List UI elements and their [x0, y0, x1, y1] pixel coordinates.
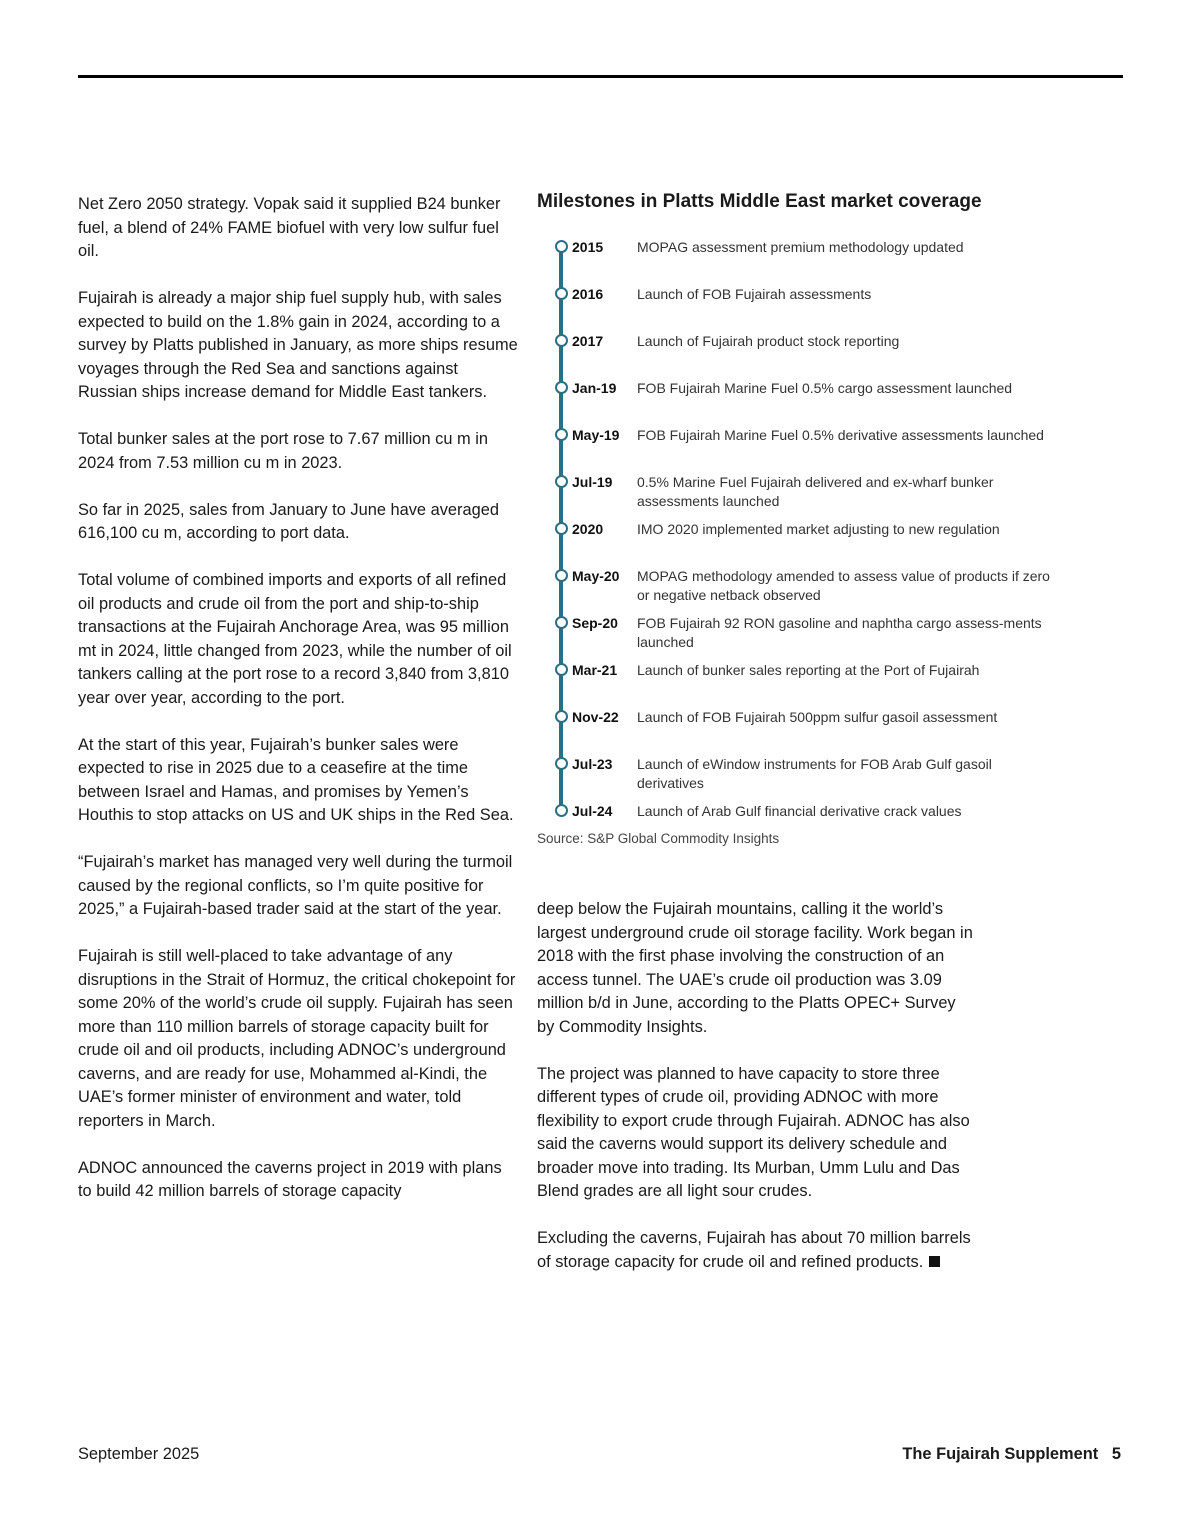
- timeline-title: Milestones in Platts Middle East market coverage: [537, 191, 982, 212]
- end-of-article-mark: [929, 1256, 940, 1267]
- right-column: [537, 898, 977, 1298]
- paragraph-text: Excluding the caverns, Fujairah has about 70 million barrels of storage capacity for crude oil and refined products.: [537, 1229, 971, 1271]
- timeline-date: 2016: [572, 286, 604, 302]
- paragraph: At the start of this year, Fujairah’s bunker sales were expected to rise in 2025 due to a ceasefire at the time between Israel and Hamas, and promises by Yemen’s Houthis to stop attacks on US and UK ships in the Red Sea.: [78, 735, 514, 824]
- footer-publication: [902, 1445, 1121, 1464]
- top-rule: [78, 75, 1123, 78]
- timeline-source: Source: S&P Global Commodity Insights: [537, 831, 780, 846]
- timeline-date: Jul-23: [572, 756, 613, 772]
- timeline-dot: [555, 334, 568, 347]
- timeline-date: Mar-21: [572, 662, 618, 678]
- paragraph: “Fujairah’s market has managed very well during the turmoil caused by the regional conflicts, so I’m quite positive for 2025,” a Fujairah-based trader said at the start of the year.: [78, 853, 513, 918]
- timeline-date: Sep-20: [572, 615, 618, 631]
- publication-name: The Fujairah Supplement: [902, 1445, 1099, 1463]
- timeline-description: FOB Fujairah Marine Fuel 0.5% derivative assessments launched: [637, 427, 1044, 443]
- paragraph: Net Zero 2050 strategy. Vopak said it supplied B24 bunker fuel, a blend of 24% FAME biofuel with very low sulfur fuel oil.: [78, 195, 501, 260]
- paragraph: Total volume of combined imports and exports of all refined oil products and crude oil from the port and ship-to-ship transactions at the Fujairah Anchorage Area, was 95 million mt in 2024, little changed from 2023, while the number of oil tankers calling at the port rose to a record 3,840 from 3,810 year over year, according to the port.: [78, 571, 512, 707]
- timeline-date: Jul-24: [572, 803, 613, 819]
- left-column: [78, 193, 518, 1227]
- timeline-description: Launch of bunker sales reporting at the Port of Fujairah: [637, 662, 980, 678]
- timeline-date: Jan-19: [572, 380, 617, 396]
- timeline-description: Launch of FOB Fujairah assessments: [637, 286, 872, 302]
- footer-date: September 2025: [78, 1445, 200, 1463]
- timeline-date: Nov-22: [572, 709, 619, 725]
- timeline-description: Launch of Arab Gulf financial derivative crack values: [637, 803, 962, 819]
- timeline-description: Launch of FOB Fujairah 500ppm sulfur gasoil assessment: [637, 709, 998, 725]
- timeline-dot: [555, 428, 568, 441]
- timeline-dot: [555, 710, 568, 723]
- timeline-dot: [555, 616, 568, 629]
- timeline-date: May-19: [572, 427, 620, 443]
- paragraph: deep below the Fujairah mountains, calling it the world’s largest underground crude oil storage facility. Work began in 2018 with the first phase involving the construction of an access tunnel. The UAE’s crude oil production was 3.09 million b/d in June, according to the Platts OPEC+ Survey by Commodity Insights.: [537, 900, 973, 1036]
- paragraph: Fujairah is already a major ship fuel supply hub, with sales expected to build on the 1.8% gain in 2024, according to a survey by Platts published in January, as more ships resume voyages through the Red Sea and sanctions against Russian ships increase demand for Middle East tankers.: [78, 289, 518, 401]
- paragraph: Fujairah is still well-placed to take advantage of any disruptions in the Strait of Hormuz, the critical chokepoint for some 20% of the world’s crude oil supply. Fujairah has seen more than 110 million barrels of storage capacity built for crude oil and oil products, including ADNOC’s underground caverns, and are ready for use, Mohammed al-Kindi, the UAE’s former minister of environment and water, told reporters in March.: [78, 947, 516, 1130]
- timeline-dot: [555, 569, 568, 582]
- paragraph: [537, 1227, 977, 1274]
- timeline-date: Jul-19: [572, 474, 613, 490]
- timeline-dot: [555, 287, 568, 300]
- timeline-dot: [555, 240, 568, 253]
- timeline-date: 2020: [572, 521, 604, 537]
- timeline-description: Launch of eWindow instruments for FOB Arab Gulf gasoil derivatives: [637, 756, 992, 791]
- timeline-description: 0.5% Marine Fuel Fujairah delivered and ex-wharf bunker assessments launched: [637, 474, 994, 509]
- timeline-dot: [555, 475, 568, 488]
- timeline-date: 2017: [572, 333, 604, 349]
- timeline-description: IMO 2020 implemented market adjusting to new regulation: [637, 521, 1000, 537]
- timeline-description: FOB Fujairah 92 RON gasoline and naphtha cargo assess-ments launched: [637, 615, 1042, 650]
- paragraph: The project was planned to have capacity to store three different types of crude oil, providing ADNOC with more flexibility to export crude through Fujairah. ADNOC has also said the caverns would support its delivery schedule and broader move into trading. Its Murban, Umm Lulu and Das Blend grades are all light sour crudes.: [537, 1064, 970, 1200]
- paragraph: Total bunker sales at the port rose to 7.67 million cu m in 2024 from 7.53 million cu m in 2023.: [78, 430, 488, 472]
- timeline-date: May-20: [572, 568, 620, 584]
- timeline-description: Launch of Fujairah product stock reporting: [637, 333, 900, 349]
- timeline-dot: [555, 522, 568, 535]
- timeline-date: 2015: [572, 239, 604, 255]
- paragraph: So far in 2025, sales from January to June have averaged 616,100 cu m, according to port data.: [78, 500, 499, 542]
- timeline-description: FOB Fujairah Marine Fuel 0.5% cargo assessment launched: [637, 380, 1013, 396]
- timeline-dot: [555, 804, 568, 817]
- paragraph: ADNOC announced the caverns project in 2019 with plans to build 42 million barrels of storage capacity: [78, 1158, 502, 1200]
- timeline-description: MOPAG assessment premium methodology updated: [637, 239, 964, 255]
- timeline-dot: [555, 381, 568, 394]
- timeline-description: MOPAG methodology amended to assess value of products if zero or negative netback observed: [637, 568, 1050, 603]
- page-number: 5: [1111, 1445, 1121, 1463]
- timeline-dot: [555, 663, 568, 676]
- timeline-dot: [555, 757, 568, 770]
